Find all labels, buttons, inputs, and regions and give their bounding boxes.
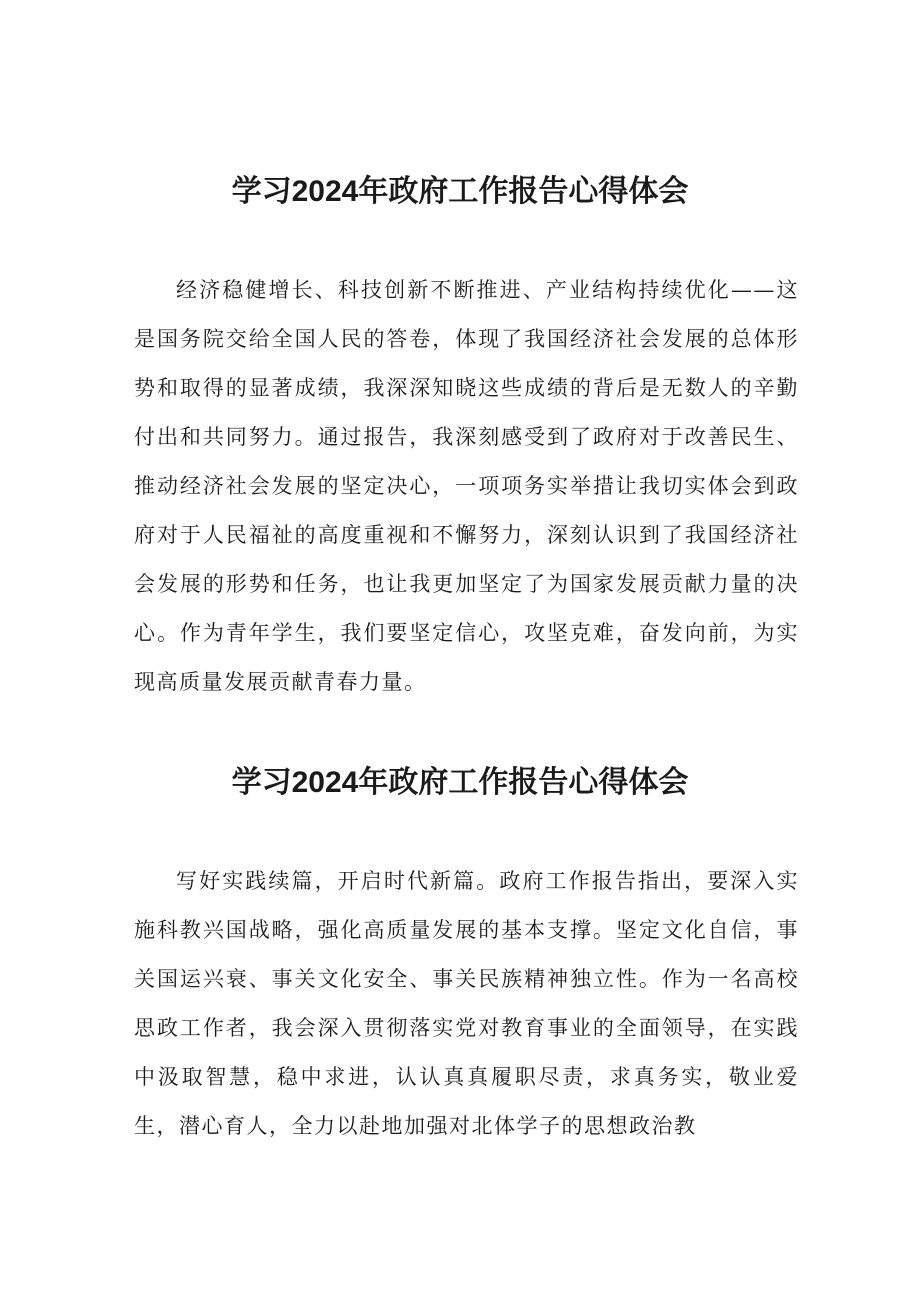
article-title-2: 学习2024年政府工作报告心得体会 bbox=[231, 766, 689, 799]
article-section-1 bbox=[0, 166, 920, 694]
article-paragraph-2: 写好实践续篇，开启时代新篇。政府工作报告指出，要深入实施科教兴国战略，强化高质量发展的基本支撑。坚定文化自信，事关国运兴衰、事关文化安全、事关民族精神独立性。作为一名高校思政工作者，我会深入贯彻落实党对教育事业的全面领导，在实践中汲取智慧，稳中求进，认认真真履职尽责，求真务实，敬业爱生，潜心育人，全力以赴地加强对北体学子的思想政治教 bbox=[134, 869, 799, 1138]
article-paragraph-1: 经济稳健增长、科技创新不断推进、产业结构持续优化——这是国务院交给全国人民的答卷，体现了我国经济社会发展的总体形势和取得的显著成绩，我深深知晓这些成绩的背后是无数人的辛勤付出和共同努力。通过报告，我深刻感受到了政府对于改善民生、推动经济社会发展的坚定决心，一项项务实举措让我切实体会到政府对于人民福祉的高度重视和不懈努力，深刻认识到了我国经济社会发展的形势和任务，也让我更加坚定了为国家发展贡献力量的决心。作为青年学生，我们要坚定信心，攻坚克难，奋发向前，为实现高质量发展贡献青春力量。 bbox=[134, 278, 799, 694]
article-section-2 bbox=[0, 757, 920, 1138]
article-title-1: 学习2024年政府工作报告心得体会 bbox=[231, 175, 689, 208]
